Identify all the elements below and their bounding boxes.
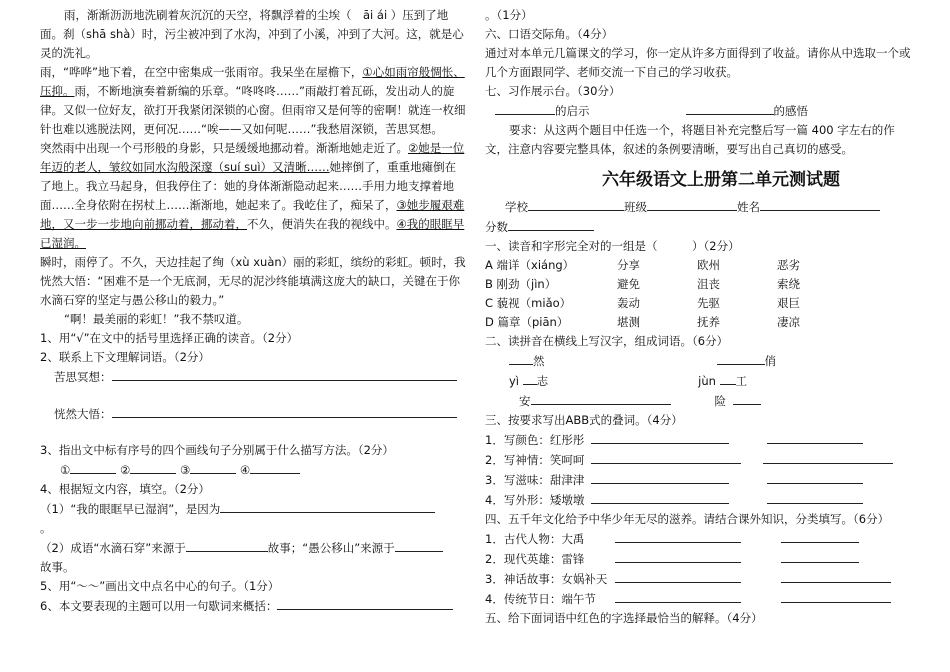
r4-blank-1a[interactable]: [615, 529, 741, 543]
passage-para-4: 瞬时，雨停了。不久，天边挂起了绚（xù xuàn）丽的彩虹，缤纷的彩虹。顿时，我恍然大悟：“困难不是一个无底洞，无尽的泥沙终能填满这庞大的缺口，关键在于你水滴石穿的坚定与愚公移山的毅力。”: [40, 255, 466, 307]
r4-blank-4b[interactable]: [781, 589, 891, 603]
section-7-requirements: 要求：从这两个题目中任选一个，将题目补充完整后写一篇 400 字左右的作文，注意内容要完整具体，叙述的条例要清晰，要写出自己真切的感受。: [485, 123, 895, 156]
question-2: 2、联系上下文理解词语。（2分）: [40, 350, 210, 364]
question-6: 6、本文要表现的主题可以用一句歇词来概括：: [40, 596, 466, 616]
r3-blank-1b[interactable]: [767, 430, 863, 444]
r3-blank-3b[interactable]: [767, 470, 863, 484]
section-7-heading: 七、习作展示台。（30分）: [485, 84, 621, 98]
essay-title-blank-2[interactable]: [686, 101, 774, 115]
question-5: 5、用“～～”画出文中点名中心的句子。（1分）: [40, 579, 280, 593]
r3-item-1: 1．写颜色：红彤彤: [485, 430, 917, 450]
passage-para-5: “啊！最美丽的彩虹！”我不禁叹道。: [64, 312, 249, 326]
question-3: 3、指出文中标有序号的四个画线句子分别属于什么描写方法。（2分）: [40, 443, 394, 457]
underlined-sentence-4: ④我的眼眶早已湿润。: [40, 217, 465, 250]
r2-blank-6[interactable]: [733, 391, 761, 405]
r1-option-d: D 篇章（piān） 堪测 抚养 凄凉: [485, 315, 800, 329]
r2-row-3: 安 险: [485, 391, 917, 411]
q3-blank-4[interactable]: [250, 460, 300, 474]
r4-item-4: 4．传统节日：端午节: [485, 589, 917, 609]
q3-blank-3[interactable]: [190, 460, 236, 474]
r4-item-3: 3．神话故事：女娲补天: [485, 569, 917, 589]
score-field[interactable]: [508, 217, 594, 231]
underlined-sentence-3: ③她步履艰难地，又一步一步地向前挪动着，挪动着，: [40, 198, 465, 231]
r2-heading: 二、读拼音在横线上写汉字，组成词语。（6分）: [485, 334, 729, 348]
q4a-blank[interactable]: [220, 499, 435, 513]
r4-item-1: 1．古代人物：大禹: [485, 529, 917, 549]
r4-heading: 四、五千年文化给予中华少年无尽的滋养。请结合课外知识，分类填写。（6分）: [485, 512, 890, 526]
left-column: [40, 6, 466, 616]
r3-blank-2b[interactable]: [763, 450, 893, 464]
r3-heading: 三、按要求写出ABB式的叠词。（4分）: [485, 413, 683, 427]
r4-blank-3a[interactable]: [615, 569, 741, 583]
r1-option-c: C 藐视（miǎo） 轰动 先驱 艰巨: [485, 296, 800, 310]
r2-blank-1[interactable]: [509, 351, 533, 365]
r1-option-b: B 刚劲（jìn） 避免 沮丧 索绕: [485, 277, 800, 291]
score-line: 分数: [485, 217, 917, 237]
r2-row-1: 然 俏: [509, 351, 917, 371]
q3-blank-1[interactable]: [70, 460, 116, 474]
q2-line-a: 苦思冥想：: [54, 367, 466, 387]
r3-blank-2a[interactable]: [591, 450, 741, 464]
r4-blank-2a[interactable]: [615, 549, 741, 563]
q2b-blank[interactable]: [112, 404, 457, 418]
question-4: 4、根据短文内容，填空。（2分）: [40, 482, 210, 496]
essay-titles: 的启示 的感悟: [495, 101, 917, 121]
q2-line-b: 恍然大悟：: [54, 404, 466, 424]
r2-blank-2[interactable]: [717, 351, 765, 365]
q4b-blank-2[interactable]: [395, 538, 443, 552]
r2-blank-4[interactable]: [720, 371, 736, 385]
q3-blank-2[interactable]: [130, 460, 176, 474]
passage-para-2: 雨，“哗哗”地下着，在空中密集成一张雨帘。我呆坐在屋檐下，①心如雨帘般惆怅、压抑。雨，不断地演奏着新编的乐章。“咚咚咚……”雨敲打着瓦砾，发出动人的旋律。又似一位好友，欲打开我紧闭深锁的心窗。但雨帘又是何等的密啊！就连一枚细针也难以逃脱法网，更何况……“唉——又如何呢……”我愁眉深锁，苦思冥想。: [40, 65, 466, 136]
r3-item-4: 4．写外形：矮墩墩: [485, 490, 917, 510]
q4-line-1: （1）“我的眼眶早已湿润”，是因为: [40, 499, 466, 519]
q4b-end: 故事。: [40, 560, 75, 574]
page-title: 六年级语文上册第二单元测试题: [602, 170, 840, 190]
r3-blank-1a[interactable]: [591, 430, 729, 444]
passage-para-3: 突然雨中出现一个弓形般的身影，只是缓缓地挪动着。渐渐地她走近了。②她是一位年迈的老人，皱纹如同水沟般深邃（suí suì）又清晰……她摔倒了，重重地瘫倒在了地上。我立马起身，但我停住了：她的身体渐渐隐动起来……手用力地支撑着地面……全身依附在拐杖上……渐渐地，她起来了。我屹住了，痴呆了，③她步履艰难地，又一步一步地向前挪动着，挪动着，不久，便消失在我的视线中。④我的眼眶早已湿润。: [40, 141, 465, 250]
section-6-text: 通过对本单元几篇课文的学习，你一定从许多方面得到了收益。请你从中选取一个或几个方面跟同学、老师交流一下自己的学习收获。: [485, 46, 911, 79]
question-1: 1、用“√”在文中的括号里选择正确的读音。（2分）: [40, 331, 299, 345]
r5-heading: 五、给下面词语中红色的字选择最恰当的解释。（4分）: [485, 611, 763, 625]
r2-row-2: yì 志 jùn 工: [509, 371, 917, 391]
name-field[interactable]: [760, 197, 880, 211]
section-6-heading: 六、口语交际角。（4分）: [485, 27, 614, 41]
school-field[interactable]: [528, 197, 624, 211]
r4-blank-1b[interactable]: [781, 529, 859, 543]
student-info: 学校 班级 姓名: [505, 197, 917, 217]
q6-blank[interactable]: [277, 596, 453, 610]
class-field[interactable]: [647, 197, 737, 211]
right-column: [485, 6, 917, 628]
r2-blank-3[interactable]: [523, 371, 537, 385]
r4-blank-3b[interactable]: [781, 569, 891, 583]
carryover-end: 。（1分）: [485, 8, 533, 22]
q4b-blank-1[interactable]: [186, 538, 268, 552]
r3-blank-3a[interactable]: [591, 470, 729, 484]
underlined-sentence-2: ②她是一位年迈的老人，皱纹如同水沟般深邃（suí suì）又清晰……: [40, 141, 465, 174]
r1-option-a: A 端详（xiáng） 分享 欧州 恶劣: [485, 258, 800, 272]
q2a-blank[interactable]: [112, 367, 457, 381]
r4-blank-4a[interactable]: [615, 589, 741, 603]
r1-heading: 一、读音和字形完全对的一组是（ ）（2分）: [485, 239, 740, 253]
q4a-end: 。: [40, 521, 52, 535]
r4-blank-2b[interactable]: [781, 549, 859, 563]
q4-line-2: （2）成语“水滴石穿”来源于 故事；“愚公移山”来源于: [40, 538, 466, 558]
r3-item-2: 2．写神情：笑呵呵: [485, 450, 917, 470]
passage-para-1: 雨，渐渐沥沥地洗刷着灰沉沉的天空，将飘浮着的尘埃（ āi ái ）压到了地面。刹（shā shà）时，污尘被冲到了水沟，冲到了小溪，冲到了大河。这，就是心灵的洗礼。: [40, 8, 464, 60]
r4-item-2: 2．现代英雄：雷锋: [485, 549, 917, 569]
r3-blank-4a[interactable]: [591, 490, 729, 504]
underlined-sentence-1: ①心如雨帘般惆怅、压抑。: [40, 65, 465, 98]
r3-item-3: 3．写滋味：甜津津: [485, 470, 917, 490]
essay-title-blank-1[interactable]: [495, 101, 555, 115]
r3-blank-4b[interactable]: [767, 490, 863, 504]
q3-blanks: ① ② ③ ④: [60, 460, 466, 480]
r2-blank-5[interactable]: [531, 391, 671, 405]
